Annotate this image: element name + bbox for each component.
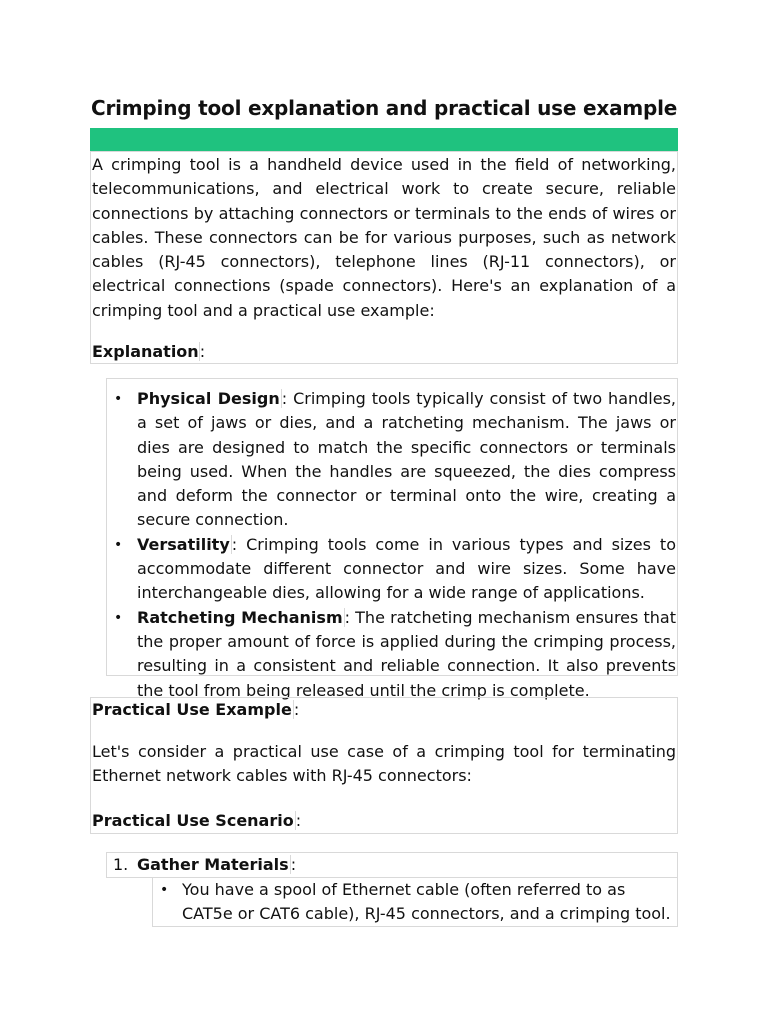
intro-paragraph: A crimping tool is a handheld device used in the field of networking, telecommunications, and electrical work to create secure, reliable connections by attaching connectors or terminals to the ends of wires or cables. These connectors can be for various purposes, such as network cables (RJ-45 connectors), telephone lines (RJ-11 connectors), or electrical connections (spade connectors). Here's an explanation of a crimping tool and a practical use example:	[92, 155, 676, 320]
explanation-heading: Explanation	[92, 342, 199, 361]
practical-colon: :	[293, 700, 300, 719]
practical-heading-line	[92, 698, 299, 722]
explanation-colon: :	[199, 342, 206, 361]
item-text: : Crimping tools typically consist of two handles, a set of jaws or dies, and a ratcheting mechanism. The jaws or dies are designed to match the specific connectors or terminals being used. When the handles are squeezed, the dies compress and deform the connector or terminal onto the wire, creating a secure connection.	[137, 389, 676, 530]
bullet-icon: •	[114, 391, 123, 407]
step-colon: :	[290, 855, 297, 874]
step-label-line	[137, 853, 296, 877]
step-sub-text: You have a spool of Ethernet cable (often referred to as CAT5e or CAT6 cable), RJ-45 connectors, and a crimping tool.	[182, 880, 671, 924]
accent-bar	[90, 128, 678, 151]
item-text: : The ratcheting mechanism ensures that the proper amount of force is applied during the crimping process, resulting in a consistent and reliable connection. It also prevents the tool from being released until the crimp is complete.	[137, 607, 676, 700]
explanation-heading-line	[91, 340, 677, 364]
scenario-heading-line	[92, 809, 301, 833]
practical-box	[90, 697, 678, 834]
item-term: Physical Design	[137, 389, 280, 408]
step-item	[106, 852, 678, 878]
explanation-list	[107, 387, 677, 703]
scenario-heading: Practical Use Scenario	[92, 811, 294, 830]
bullet-icon: •	[114, 609, 123, 626]
bullet-icon: •	[160, 882, 169, 898]
item-term: Versatility	[137, 534, 230, 554]
step-label: Gather Materials	[137, 855, 289, 874]
list-item	[107, 387, 677, 533]
practical-heading: Practical Use Example	[92, 700, 292, 719]
item-term: Ratcheting Mechanism	[137, 607, 343, 627]
list-item	[107, 606, 677, 703]
explanation-list-box	[106, 378, 678, 700]
list-item	[107, 533, 677, 606]
scenario-colon: :	[295, 811, 302, 830]
intro-box	[90, 151, 678, 364]
practical-intro: Let's consider a practical use case of a crimping tool for terminating Ethernet network cables with RJ-45 connectors:	[92, 742, 676, 786]
step-number: 1.	[113, 855, 129, 874]
step-sub-item	[152, 877, 678, 927]
item-text: : Crimping tools come in various types and sizes to accommodate different connector and wire sizes. Some have interchangeable dies, allowing for a wide range of applications.	[137, 534, 676, 603]
bullet-icon: •	[114, 536, 123, 553]
page-title: Crimping tool explanation and practical use example	[91, 96, 678, 120]
